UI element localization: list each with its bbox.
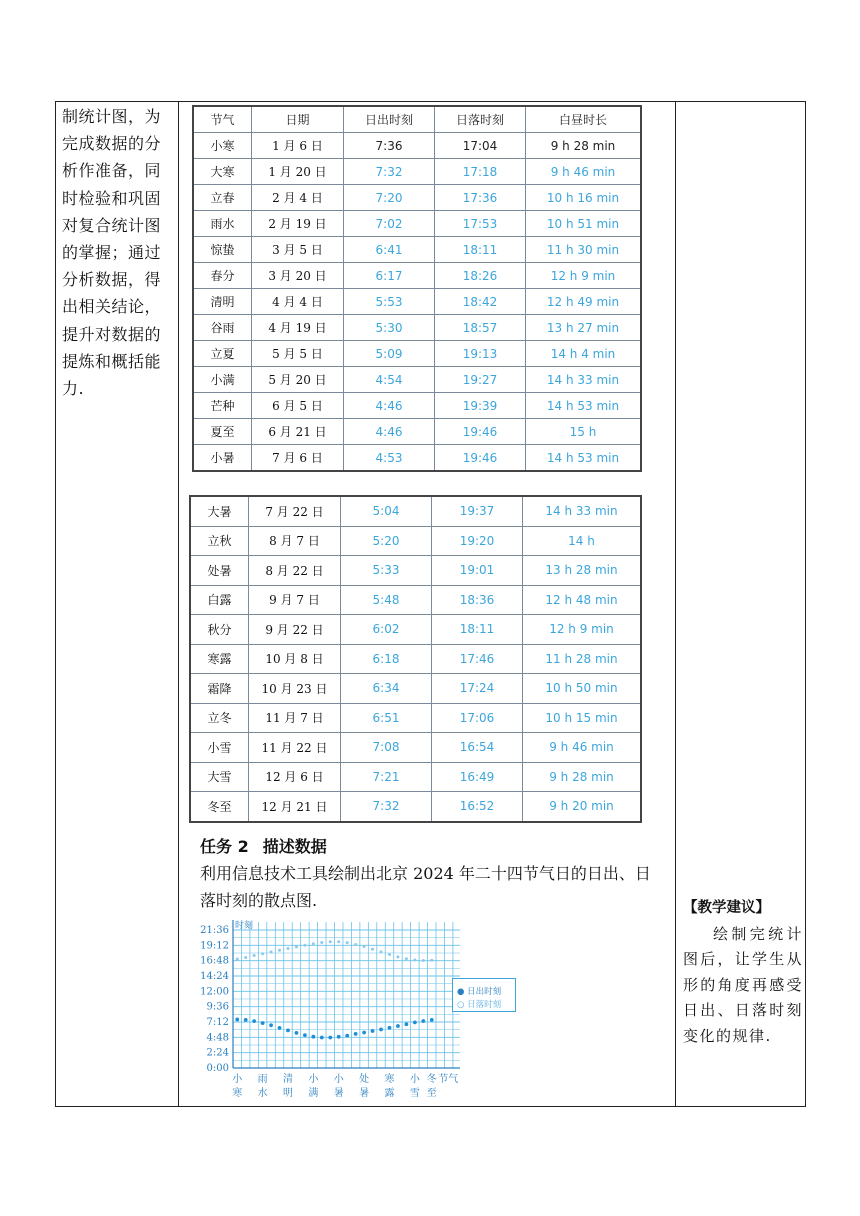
table-cell-date: 12 月 21 日 xyxy=(249,792,341,822)
sunset-point xyxy=(244,956,247,959)
table-cell-set: 18:42 xyxy=(435,289,526,315)
table-cell-date: 12 月 6 日 xyxy=(249,762,341,792)
table-cell-term: 清明 xyxy=(193,289,252,315)
table-row xyxy=(193,263,641,289)
table-cell-len: 14 h 4 min xyxy=(526,341,642,367)
table-header-cell: 日落时刻 xyxy=(435,106,526,133)
table-cell-term: 小满 xyxy=(193,367,252,393)
table-cell-date: 1 月 20 日 xyxy=(252,159,344,185)
x-tick-label: 寒 xyxy=(384,1074,395,1085)
table-cell-set: 19:13 xyxy=(435,341,526,367)
sunrise-point xyxy=(320,1036,324,1040)
table-cell-date: 4 月 4 日 xyxy=(252,289,344,315)
table-cell-len: 14 h 53 min xyxy=(526,445,642,472)
x-tick-label: 露 xyxy=(384,1088,395,1099)
x-tick-label: 处 xyxy=(359,1074,370,1085)
teaching-suggestion xyxy=(683,896,803,1050)
table-cell-rise: 6:41 xyxy=(344,237,435,263)
sunrise-point xyxy=(413,1021,417,1025)
x-tick-label: 明 xyxy=(282,1088,293,1099)
table-cell-date: 2 月 19 日 xyxy=(252,211,344,237)
table-cell-len: 13 h 28 min xyxy=(523,556,642,586)
table-cell-date: 8 月 7 日 xyxy=(249,526,341,556)
solar-terms-table-part1 xyxy=(192,105,642,472)
y-tick-label: 16:48 xyxy=(200,955,229,967)
task-description: 利用信息技术工具绘制出北京 2024 年二十四节气日的日出、日落时刻的散点图. xyxy=(200,864,651,910)
table-row xyxy=(193,211,641,237)
table-cell-date: 11 月 7 日 xyxy=(249,703,341,733)
table-cell-set: 18:57 xyxy=(435,315,526,341)
table-row xyxy=(193,185,641,211)
x-tick-label: 小 xyxy=(308,1074,319,1085)
table-cell-term: 冬至 xyxy=(190,792,249,822)
sunrise-point xyxy=(269,1023,273,1027)
sunset-point xyxy=(236,957,239,960)
legend-label-sunrise: 日出时刻 xyxy=(467,987,502,997)
table-cell-len: 14 h 53 min xyxy=(526,393,642,419)
y-tick-label: 2:24 xyxy=(206,1047,229,1059)
y-tick-label: 21:36 xyxy=(200,925,229,936)
legend-label-sunset: 日落时刻 xyxy=(467,1000,502,1010)
table-cell-len: 11 h 28 min xyxy=(523,644,642,674)
sunrise-point xyxy=(303,1033,307,1037)
table-cell-date: 9 月 22 日 xyxy=(249,615,341,645)
legend-item-sunrise: ● 日出时刻 xyxy=(457,987,502,997)
table-cell-term: 秋分 xyxy=(190,615,249,645)
table-cell-rise: 6:17 xyxy=(344,263,435,289)
y-tick-label: 14:24 xyxy=(200,971,229,982)
sunset-point xyxy=(413,959,416,962)
table-cell-date: 10 月 8 日 xyxy=(249,644,341,674)
table-row xyxy=(190,526,641,556)
x-tick-label: 暑 xyxy=(333,1088,344,1099)
sunset-point xyxy=(430,959,433,962)
sunrise-point xyxy=(295,1031,299,1035)
table-cell-rise: 7:02 xyxy=(344,211,435,237)
table-row xyxy=(193,419,641,445)
y-tick-label: 0:00 xyxy=(206,1063,229,1074)
sunset-point xyxy=(388,953,391,956)
table-cell-rise: 6:18 xyxy=(341,644,432,674)
y-tick-label: 12:00 xyxy=(200,986,229,998)
table-cell-len: 10 h 51 min xyxy=(526,211,642,237)
table-cell-set: 18:11 xyxy=(432,615,523,645)
sunset-point xyxy=(278,949,281,952)
table-cell-term: 雨水 xyxy=(193,211,252,237)
x-tick-label: 暑 xyxy=(359,1088,370,1099)
table-cell-len: 10 h 16 min xyxy=(526,185,642,211)
table-row xyxy=(193,237,641,263)
table-cell-term: 立冬 xyxy=(190,703,249,733)
table-cell-len: 9 h 28 min xyxy=(523,762,642,792)
sunrise-point xyxy=(354,1032,358,1036)
table-row xyxy=(193,159,641,185)
table-cell-rise: 4:54 xyxy=(344,367,435,393)
table-cell-set: 19:37 xyxy=(432,496,523,526)
table-cell-rise: 7:20 xyxy=(344,185,435,211)
x-tick-label: 寒 xyxy=(232,1088,243,1099)
table-cell-len: 9 h 20 min xyxy=(523,792,642,822)
table-cell-set: 19:27 xyxy=(435,367,526,393)
table-cell-len: 9 h 46 min xyxy=(523,733,642,763)
table-cell-set: 18:11 xyxy=(435,237,526,263)
table-cell-date: 2 月 4 日 xyxy=(252,185,344,211)
sunset-point xyxy=(261,952,264,955)
sunset-point xyxy=(405,957,408,960)
table-cell-rise: 6:34 xyxy=(341,674,432,704)
sunset-point xyxy=(371,948,374,951)
table-cell-set: 17:18 xyxy=(435,159,526,185)
table-header-cell: 日期 xyxy=(252,106,344,133)
x-tick-label: 冬 xyxy=(426,1074,437,1085)
solar-terms-table-part2 xyxy=(189,495,642,823)
table-cell-rise: 7:32 xyxy=(341,792,432,822)
sunrise-point xyxy=(379,1028,383,1032)
table-cell-rise: 5:48 xyxy=(341,585,432,615)
table-cell-rise: 6:02 xyxy=(341,615,432,645)
table-cell-date: 7 月 22 日 xyxy=(249,496,341,526)
table-cell-set: 16:49 xyxy=(432,762,523,792)
sunset-point xyxy=(354,943,357,946)
table-cell-len: 11 h 30 min xyxy=(526,237,642,263)
table-cell-date: 3 月 20 日 xyxy=(252,263,344,289)
table-cell-len: 12 h 49 min xyxy=(526,289,642,315)
table-cell-term: 寒露 xyxy=(190,644,249,674)
table-cell-len: 10 h 50 min xyxy=(523,674,642,704)
table-row xyxy=(193,445,641,472)
y-tick-label: 19:12 xyxy=(200,940,229,952)
sunrise-point xyxy=(430,1018,434,1022)
table-cell-term: 大暑 xyxy=(190,496,249,526)
table-cell-rise: 5:04 xyxy=(341,496,432,526)
sunset-point xyxy=(286,947,289,950)
table-row xyxy=(190,585,641,615)
table-cell-set: 17:53 xyxy=(435,211,526,237)
sunrise-point xyxy=(421,1019,425,1023)
teaching-suggestion-title: 【教学建议】 xyxy=(683,900,770,916)
x-tick-label: 小 xyxy=(232,1074,243,1085)
sunset-point xyxy=(253,954,256,957)
table-cell-term: 立春 xyxy=(193,185,252,211)
x-tick-label: 小 xyxy=(409,1074,420,1085)
table-cell-term: 大雪 xyxy=(190,762,249,792)
table-cell-date: 10 月 23 日 xyxy=(249,674,341,704)
table-cell-rise: 5:20 xyxy=(341,526,432,556)
table-cell-date: 9 月 7 日 xyxy=(249,585,341,615)
table-cell-rise: 5:09 xyxy=(344,341,435,367)
y-tick-label: 9:36 xyxy=(206,1001,229,1013)
table-row xyxy=(190,615,641,645)
table-cell-term: 芒种 xyxy=(193,393,252,419)
table-cell-len: 10 h 15 min xyxy=(523,703,642,733)
table-row xyxy=(190,674,641,704)
column-divider-left xyxy=(178,101,179,1107)
x-tick-label: 雨 xyxy=(257,1074,268,1085)
table-cell-date: 1 月 6 日 xyxy=(252,133,344,159)
table-cell-len: 15 h xyxy=(526,419,642,445)
table-cell-rise: 7:08 xyxy=(341,733,432,763)
table-row xyxy=(193,367,641,393)
x-tick-label: 小 xyxy=(333,1074,344,1085)
x-tick-label: 清 xyxy=(282,1074,293,1085)
table-cell-term: 立夏 xyxy=(193,341,252,367)
table-cell-date: 4 月 19 日 xyxy=(252,315,344,341)
table-cell-term: 小雪 xyxy=(190,733,249,763)
table-header-cell: 节气 xyxy=(193,106,252,133)
sunrise-point xyxy=(337,1035,341,1039)
table-row xyxy=(193,133,641,159)
table-cell-date: 11 月 22 日 xyxy=(249,733,341,763)
table-cell-rise: 4:46 xyxy=(344,393,435,419)
table-row xyxy=(193,393,641,419)
sunrise-point xyxy=(261,1021,265,1025)
table-cell-date: 8 月 22 日 xyxy=(249,556,341,586)
table-cell-rise: 7:36 xyxy=(344,133,435,159)
table-cell-len: 13 h 27 min xyxy=(526,315,642,341)
sunrise-point xyxy=(371,1029,375,1033)
sunrise-point xyxy=(286,1029,290,1033)
table-header-cell: 白昼时长 xyxy=(526,106,642,133)
sunset-point xyxy=(303,944,306,947)
table-cell-set: 16:54 xyxy=(432,733,523,763)
sunrise-point xyxy=(396,1024,400,1028)
table-cell-rise: 7:21 xyxy=(341,762,432,792)
table-row xyxy=(190,644,641,674)
sunrise-point xyxy=(328,1036,332,1040)
table-cell-date: 3 月 5 日 xyxy=(252,237,344,263)
table-cell-set: 19:46 xyxy=(435,445,526,472)
sunrise-point xyxy=(362,1031,366,1035)
table-cell-rise: 5:53 xyxy=(344,289,435,315)
table-cell-set: 17:46 xyxy=(432,644,523,674)
x-tick-label: 满 xyxy=(308,1088,319,1099)
table-cell-term: 小暑 xyxy=(193,445,252,472)
table-cell-len: 12 h 9 min xyxy=(523,615,642,645)
sunset-point xyxy=(295,945,298,948)
table-cell-date: 5 月 20 日 xyxy=(252,367,344,393)
table-cell-date: 5 月 5 日 xyxy=(252,341,344,367)
sunset-point xyxy=(396,955,399,958)
y-tick-label: 7:12 xyxy=(206,1017,229,1028)
table-cell-term: 霜降 xyxy=(190,674,249,704)
task-number: 任务 2 xyxy=(200,837,249,856)
table-cell-rise: 5:33 xyxy=(341,556,432,586)
sunrise-sunset-scatter-chart xyxy=(200,908,460,1104)
sunrise-point xyxy=(345,1034,349,1038)
sunset-point xyxy=(346,941,349,944)
table-cell-len: 14 h 33 min xyxy=(526,367,642,393)
table-cell-date: 7 月 6 日 xyxy=(252,445,344,472)
table-row xyxy=(193,315,641,341)
sunrise-point xyxy=(404,1022,408,1026)
table-cell-term: 春分 xyxy=(193,263,252,289)
sunrise-point xyxy=(252,1019,256,1023)
table-cell-rise: 6:51 xyxy=(341,703,432,733)
table-cell-date: 6 月 5 日 xyxy=(252,393,344,419)
design-intent-text: 制统计图，为完成数据的分析作准备，同时检验和巩固对复合统计图的掌握；通过分析数据，得出相关结论，提升对数据的提炼和概括能力. xyxy=(62,107,162,399)
x-tick-label: 至 xyxy=(426,1088,437,1099)
table-cell-set: 18:26 xyxy=(435,263,526,289)
table-cell-term: 小寒 xyxy=(193,133,252,159)
sunset-point xyxy=(312,942,315,945)
table-row xyxy=(190,762,641,792)
column-divider-right xyxy=(675,101,676,1107)
table-cell-date: 6 月 21 日 xyxy=(252,419,344,445)
table-cell-term: 立秋 xyxy=(190,526,249,556)
table-cell-set: 19:46 xyxy=(435,419,526,445)
table-cell-set: 17:04 xyxy=(435,133,526,159)
table-cell-term: 处暑 xyxy=(190,556,249,586)
table-cell-set: 19:39 xyxy=(435,393,526,419)
table-cell-len: 9 h 28 min xyxy=(526,133,642,159)
table-header-row xyxy=(193,106,641,133)
table-header-cell: 日出时刻 xyxy=(344,106,435,133)
table-cell-len: 14 h 33 min xyxy=(523,496,642,526)
table-row xyxy=(190,792,641,822)
teaching-suggestion-body: 绘制完统计图后，让学生从形的角度再感受日出、日落时刻变化的规律. xyxy=(683,924,803,1045)
table-row xyxy=(193,289,641,315)
table-cell-term: 白露 xyxy=(190,585,249,615)
sunrise-point xyxy=(244,1018,248,1022)
sunset-point xyxy=(329,940,332,943)
y-tick-label: 4:48 xyxy=(206,1032,229,1044)
task-heading: 描述数据 xyxy=(262,837,327,856)
table-cell-len: 12 h 9 min xyxy=(526,263,642,289)
table-cell-len: 9 h 46 min xyxy=(526,159,642,185)
sunset-point xyxy=(320,941,323,944)
table-row xyxy=(190,733,641,763)
x-tick-label: 雪 xyxy=(409,1088,420,1099)
table-row xyxy=(190,703,641,733)
table-row xyxy=(190,556,641,586)
sunrise-point xyxy=(235,1018,239,1022)
legend-item-sunset: ○ 日落时刻 xyxy=(457,1000,502,1010)
table-cell-rise: 5:30 xyxy=(344,315,435,341)
x-tick-label: 水 xyxy=(257,1088,268,1099)
sunset-point xyxy=(270,950,273,953)
table-row xyxy=(190,496,641,526)
table-cell-len: 14 h xyxy=(523,526,642,556)
sunrise-point xyxy=(278,1026,282,1030)
table-cell-term: 大寒 xyxy=(193,159,252,185)
table-cell-set: 17:24 xyxy=(432,674,523,704)
table-cell-set: 16:52 xyxy=(432,792,523,822)
y-axis-title: 时刻 xyxy=(235,921,254,931)
x-axis-title: 节气 xyxy=(438,1074,459,1085)
table-cell-set: 18:36 xyxy=(432,585,523,615)
table-cell-set: 19:20 xyxy=(432,526,523,556)
table-cell-term: 惊蛰 xyxy=(193,237,252,263)
sunrise-point xyxy=(311,1035,315,1039)
table-cell-set: 17:36 xyxy=(435,185,526,211)
sunset-point xyxy=(422,959,425,962)
table-cell-rise: 4:53 xyxy=(344,445,435,472)
table-cell-term: 夏至 xyxy=(193,419,252,445)
table-cell-set: 17:06 xyxy=(432,703,523,733)
table-cell-rise: 7:32 xyxy=(344,159,435,185)
sunset-point xyxy=(337,940,340,943)
sunrise-point xyxy=(388,1026,392,1030)
task-title xyxy=(200,834,327,857)
chart-legend xyxy=(452,978,516,1012)
table-cell-rise: 4:46 xyxy=(344,419,435,445)
table-cell-len: 12 h 48 min xyxy=(523,585,642,615)
table-cell-set: 19:01 xyxy=(432,556,523,586)
sunset-point xyxy=(363,945,366,948)
table-row xyxy=(193,341,641,367)
sunset-point xyxy=(380,950,383,953)
table-cell-term: 谷雨 xyxy=(193,315,252,341)
